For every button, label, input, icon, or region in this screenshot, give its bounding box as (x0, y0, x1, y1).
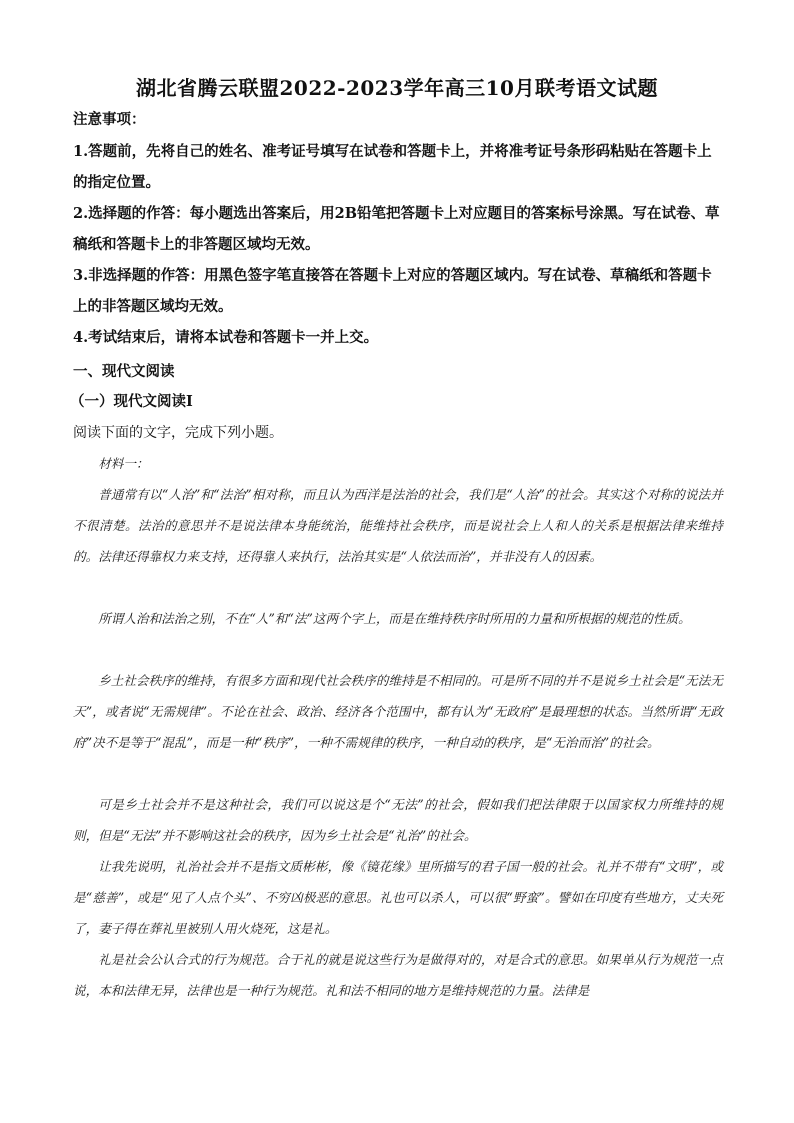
page-title: 湖北省腾云联盟2022-2023学年高三10月联考语文试题 (136, 76, 658, 100)
notice-item-3: 3.非选择题的作答：用黑色签字笔直接答在答题卡上对应的答题区域内。写在试卷、草稿纸和答题卡上的非答题区域均无效。 (73, 267, 712, 315)
notice-item-1: 1.答题前，先将自己的姓名、准考证号填写在试卷和答题卡上，并将准考证号条形码粘贴在答题卡上的指定位置。 (73, 143, 712, 191)
notice-item-4: 4.考试结束后，请将本试卷和答题卡一并上交。 (73, 329, 379, 346)
paragraph-6: 礼是社会公认合式的行为规范。合于礼的就是说这些行为是做得对的，对是合式的意思。如果单从行为规范一点说，本和法律无异，法律也是一种行为规范。礼和法不相同的地方是维持规范的力量。法律是 (73, 952, 723, 998)
section-heading: 一、现代文阅读 (73, 363, 175, 380)
paragraph-5: 让我先说明，礼治社会并不是指文质彬彬，像《镜花缘》里所描写的君子国一般的社会。礼并不带有“文明”，或是“慈善”，或是“见了人点个头”、不穷凶极恶的意思。礼也可以杀人，可以很“野蛮”。譬如在印度有些地方，丈夫死了，妻子得在葬礼里被别人用火烧死，这是礼。 (73, 859, 723, 936)
paragraph-2: 所谓人治和法治之别，不在“人”和“法”这两个字上，而是在维持秩序时所用的力量和所根据的规范的性质。 (98, 611, 691, 626)
paragraph-3: 乡土社会秩序的维持，有很多方面和现代社会秩序的维持是不相同的。可是所不同的并不是说乡土社会是“无法无天”，或者说“无需规律”。不论在社会、政治、经济各个范围中，都有认为“无政府”是最理想的状态。当然所谓“无政府”决不是等于“混乱”，而是一种“秩序”，一种不需规律的秩序，一种自动的秩序，是“无治而治”的社会。 (73, 673, 723, 750)
notice-heading: 注意事项： (73, 111, 146, 128)
subsection-heading: （一）现代文阅读Ⅰ (70, 393, 193, 410)
notice-item-2: 2.选择题的作答：每小题选出答案后，用2B铅笔把答题卡上对应题目的答案标号涂黑。写在试卷、草稿纸和答题卡上的非答题区域均无效。 (73, 205, 720, 253)
paragraph-4: 可是乡土社会并不是这种社会，我们可以说这是个“无法”的社会，假如我们把法律限于以国家权力所维持的规则，但是“无法”并不影响这社会的秩序，因为乡土社会是“礼治”的社会。 (73, 797, 723, 843)
paragraph-1: 普通常有以“人治”和“法治”相对称，而且认为西洋是法治的社会，我们是“人治”的社会。其实这个对称的说法并不很清楚。法治的意思并不是说法律本身能统治，能维持社会秩序，而是说社会上人和人的关系是根据法律来维持的。法律还得靠权力来支持，还得靠人来执行，法治其实是“人依法而治”，并非没有人的因素。 (73, 487, 723, 564)
material-label: 材料一： (98, 456, 149, 471)
reading-instruction: 阅读下面的文字，完成下列小题。 (73, 425, 283, 441)
